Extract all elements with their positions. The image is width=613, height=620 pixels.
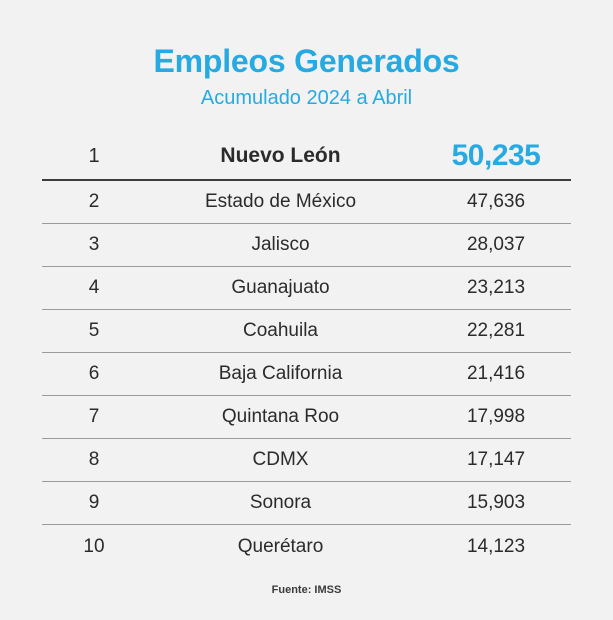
page-subtitle: Acumulado 2024 a Abril [200,87,413,110]
row-state: Guanajuato [231,277,330,299]
table-row [42,267,571,310]
row-value: 17,998 [466,406,526,428]
row-value: 21,416 [466,363,526,385]
table-row [42,133,571,181]
row-rank: 10 [83,535,105,557]
row-state: Jalisco [251,234,310,256]
row-rank: 8 [88,449,100,471]
row-value: 50,235 [451,139,541,173]
row-value: 17,147 [466,449,526,471]
row-state: Quintana Roo [221,406,340,428]
row-rank: 6 [88,363,100,385]
row-value: 28,037 [466,234,526,256]
row-state: Baja California [218,363,343,385]
row-rank: 3 [88,234,100,256]
header [0,0,613,109]
table-row [42,353,571,396]
row-rank: 9 [88,492,100,514]
row-state: Nuevo León [220,144,341,168]
row-rank: 7 [88,406,100,428]
table-row [42,224,571,267]
row-rank: 2 [88,191,100,213]
table-row [42,439,571,482]
table-row [42,181,571,224]
row-state: Sonora [249,492,312,514]
row-state: Estado de México [204,191,357,213]
row-value: 47,636 [466,191,526,213]
row-rank: 1 [88,144,100,167]
row-rank: 5 [88,320,100,342]
source-note: Fuente: IMSS [271,584,342,597]
page-title: Empleos Generados [153,43,460,79]
row-state: Querétaro [237,535,324,557]
row-rank: 4 [88,277,100,299]
ranking-table [42,133,571,568]
row-value: 22,281 [466,320,526,342]
table-row [42,310,571,353]
row-value: 14,123 [466,535,526,557]
row-value: 15,903 [466,492,526,514]
row-state: CDMX [252,449,309,471]
table-row [42,396,571,439]
row-value: 23,213 [466,277,526,299]
table-row [42,482,571,525]
table-row [42,525,571,568]
row-state: Coahuila [243,320,318,342]
